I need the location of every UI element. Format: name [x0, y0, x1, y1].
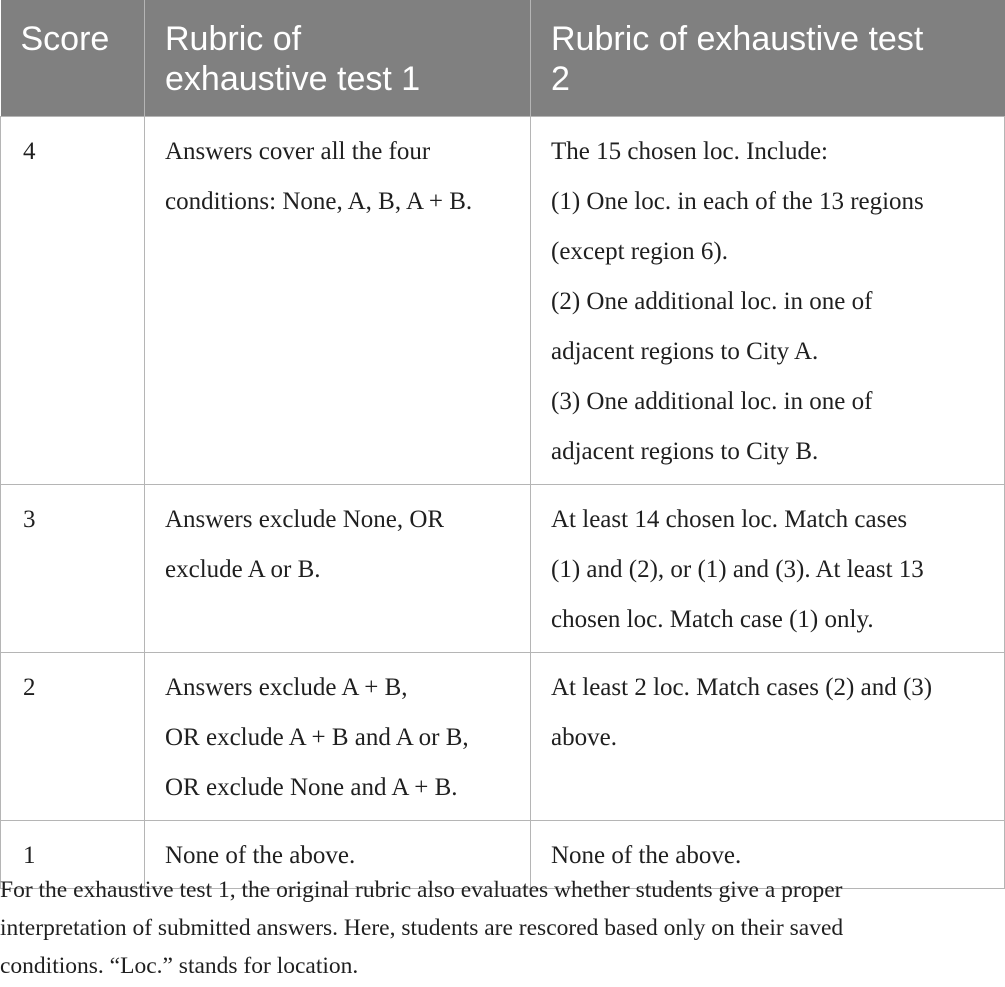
table-row: [1, 117, 1005, 485]
rubric-2-line: (2) One additional loc. in one of: [551, 288, 873, 315]
rubric-2-line: (1) and (2), or (1) and (3). At least 13: [551, 556, 924, 583]
rubric-2-line: At least 2 loc. Match cases (2) and (3): [551, 674, 933, 701]
header-rubric-1-line: Rubric of: [165, 20, 302, 58]
header-row: [1, 0, 1005, 117]
rubric-2-line: (except region 6).: [551, 238, 729, 265]
rubric-2-line: chosen loc. Match case (1) only.: [551, 606, 874, 633]
rubric-1-line: OR exclude A + B and A or B,: [165, 724, 469, 751]
header-rubric-2: [531, 0, 1005, 117]
rubric-1-line: OR exclude None and A + B.: [165, 774, 458, 801]
rubric-2-line: The 15 chosen loc. Include:: [551, 138, 828, 165]
header-score: [1, 0, 145, 117]
rubric-2-line: adjacent regions to City A.: [551, 338, 819, 365]
score-cell: [1, 485, 145, 653]
rubric-2-line: At least 14 chosen loc. Match cases: [551, 506, 908, 533]
rubric-1-line: exclude A or B.: [165, 556, 321, 583]
rubric-2-line: above.: [551, 724, 617, 751]
rubric-2-cell: [531, 117, 1005, 485]
rubric-1-cell: [145, 485, 531, 653]
table-row: [1, 485, 1005, 653]
table-row: [1, 653, 1005, 821]
rubric-2-line: (3) One additional loc. in one of: [551, 388, 873, 415]
header-rubric-1-line: exhaustive test 1: [165, 60, 421, 98]
table-footnote: [0, 871, 1000, 985]
score-value: 4: [23, 138, 36, 165]
score-value: 3: [23, 506, 36, 533]
rubric-1-cell: [145, 117, 531, 485]
footnote-line: conditions. “Loc.” stands for location.: [0, 953, 359, 979]
header-score-text: Score: [20, 20, 110, 58]
footnote-line: For the exhaustive test 1, the original rubric also evaluates whether students give a proper: [0, 877, 843, 903]
rubric-2-line: adjacent regions to City B.: [551, 438, 819, 465]
score-value: 1: [23, 842, 36, 869]
header-rubric-2-line: Rubric of exhaustive test: [551, 20, 924, 58]
rubric-1-line: None of the above.: [165, 842, 356, 869]
rubric-1-line: conditions: None, A, B, A + B.: [165, 188, 473, 215]
rubric-2-cell: [531, 653, 1005, 821]
header-rubric-2-line: 2: [551, 60, 570, 98]
footnote-line: interpretation of submitted answers. Here, students are rescored based only on their saved: [0, 915, 844, 941]
score-cell: [1, 653, 145, 821]
rubric-1-cell: [145, 653, 531, 821]
score-cell: [1, 117, 145, 485]
rubric-2-cell: [531, 485, 1005, 653]
rubric-1-line: Answers cover all the four: [165, 138, 431, 165]
rubric-1-line: Answers exclude None, OR: [165, 506, 445, 533]
score-value: 2: [23, 674, 36, 701]
rubric-1-line: Answers exclude A + B,: [165, 674, 408, 701]
rubric-2-line: (1) One loc. in each of the 13 regions: [551, 188, 924, 215]
header-rubric-1: [145, 0, 531, 117]
rubric-2-line: None of the above.: [551, 842, 742, 869]
